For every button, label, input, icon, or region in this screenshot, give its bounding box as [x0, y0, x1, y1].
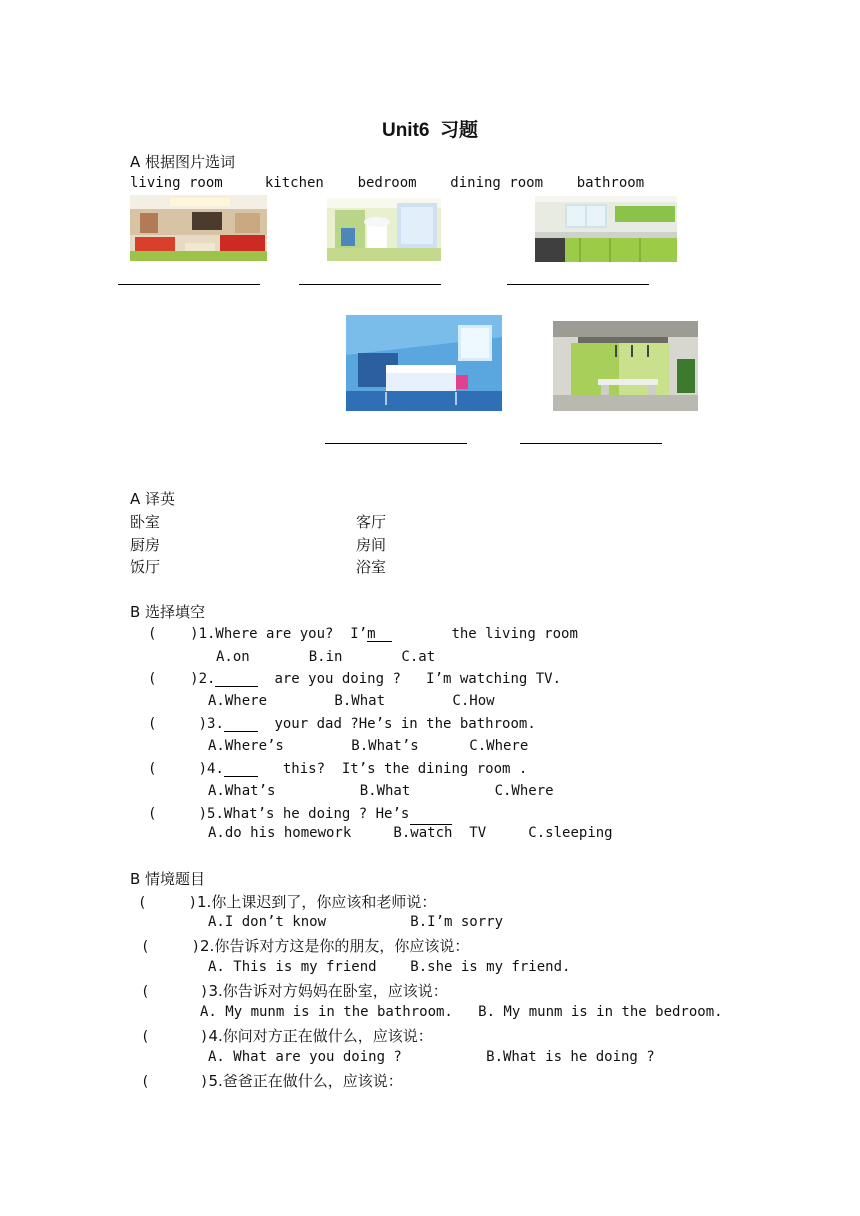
- situation-options-1: A.I don’t know B.I’m sorry: [208, 914, 504, 930]
- answer-paren[interactable]: ( ): [148, 761, 208, 777]
- answer-paren[interactable]: ( ): [148, 806, 208, 822]
- situation-2: [141, 935, 469, 956]
- options-2: A.Where B.What C.How: [208, 693, 495, 709]
- situation-options-2: A. This is my friend B.she is my friend.: [208, 959, 571, 975]
- question-1: [148, 626, 578, 642]
- page-title: Unit6 习题: [381, 120, 479, 141]
- situation-5: [141, 1070, 403, 1091]
- options-5: [208, 825, 613, 841]
- word-bank: living room kitchen bedroom dining room bathroom: [130, 175, 645, 191]
- question-text: this? It’s the dining room .: [257, 761, 528, 777]
- section-b1-heading: B 选择填空: [130, 603, 206, 621]
- vocab-right-3: 浴室: [356, 558, 387, 576]
- question-5: [148, 806, 409, 822]
- living-room-image: [130, 195, 267, 261]
- answer-line-4[interactable]: [325, 443, 467, 444]
- answer-line-5[interactable]: [520, 443, 662, 444]
- answer-line-2[interactable]: [299, 284, 441, 285]
- question-2: [148, 671, 561, 687]
- option-text: watch: [410, 825, 453, 841]
- situation-3: [141, 980, 448, 1001]
- section-b2-heading: B 情境题目: [130, 870, 206, 888]
- vocab-left-1: 卧室: [130, 513, 161, 531]
- blank-line: m: [367, 626, 393, 642]
- answer-paren[interactable]: ( ): [141, 984, 209, 1000]
- answer-paren[interactable]: ( ): [148, 716, 208, 732]
- question-text: 3.你告诉对方妈妈在卧室，应该说：: [208, 982, 448, 1000]
- bathroom-image: [327, 198, 441, 261]
- section-a1-heading: A 根据图片选词: [130, 153, 236, 171]
- situation-options-4: A. What are you doing ? B.What is he doing ?: [208, 1049, 655, 1065]
- question-text: 1.你上课迟到了，你应该和老师说：: [197, 893, 437, 911]
- answer-paren[interactable]: ( ): [141, 939, 201, 955]
- answer-line-3[interactable]: [507, 284, 649, 285]
- options-4: A.What’s B.What C.Where: [208, 783, 554, 799]
- answer-line-1[interactable]: [118, 284, 260, 285]
- vocab-right-1: 客厅: [356, 513, 387, 531]
- situation-1: [138, 891, 436, 912]
- question-text: 2.: [198, 671, 216, 687]
- answer-paren[interactable]: ( ): [141, 1074, 209, 1090]
- blank-line: [224, 716, 258, 732]
- question-text: 1.Where are you? I’: [198, 626, 368, 642]
- question-text: 3.: [207, 716, 224, 732]
- question-4: [148, 761, 527, 777]
- question-3: [148, 716, 536, 732]
- answer-paren[interactable]: ( ): [148, 671, 199, 687]
- situation-options-3: A. My munm is in the bathroom. B. My munm is in the bedroom.: [200, 1004, 723, 1020]
- vocab-right-2: 房间: [356, 536, 387, 554]
- question-text: 5.爸爸正在做什么，应该说：: [208, 1072, 403, 1090]
- blank-line: [224, 761, 258, 777]
- blank-line: [215, 671, 257, 687]
- vocab-left-3: 饭厅: [130, 558, 161, 576]
- situation-4: [141, 1025, 433, 1046]
- bedroom-image: [346, 315, 502, 411]
- section-a2-heading: A 译英: [130, 490, 176, 508]
- question-text: 4.你问对方正在做什么，应该说：: [208, 1027, 433, 1045]
- option-text: TV C.sleeping: [452, 825, 613, 841]
- question-text: 2.你告诉对方这是你的朋友，你应该说：: [200, 937, 470, 955]
- kitchen-image: [535, 196, 677, 262]
- options-3: A.Where’s B.What’s C.Where: [208, 738, 529, 754]
- dining-room-image: [553, 321, 698, 411]
- answer-paren[interactable]: ( ): [141, 1029, 209, 1045]
- question-text: the living room: [392, 626, 578, 642]
- options-1: A.on B.in C.at: [216, 649, 436, 665]
- option-text: A.do his homework B.: [208, 825, 411, 841]
- answer-paren[interactable]: ( ): [138, 895, 198, 911]
- question-text: are you doing ? I’m watching TV.: [257, 671, 562, 687]
- question-text: 5.What’s he doing ? He’s: [207, 806, 410, 822]
- question-text: 4.: [207, 761, 224, 777]
- answer-paren[interactable]: ( ): [148, 626, 199, 642]
- question-text: your dad ?He’s in the bathroom.: [257, 716, 536, 732]
- vocab-left-2: 厨房: [130, 536, 161, 554]
